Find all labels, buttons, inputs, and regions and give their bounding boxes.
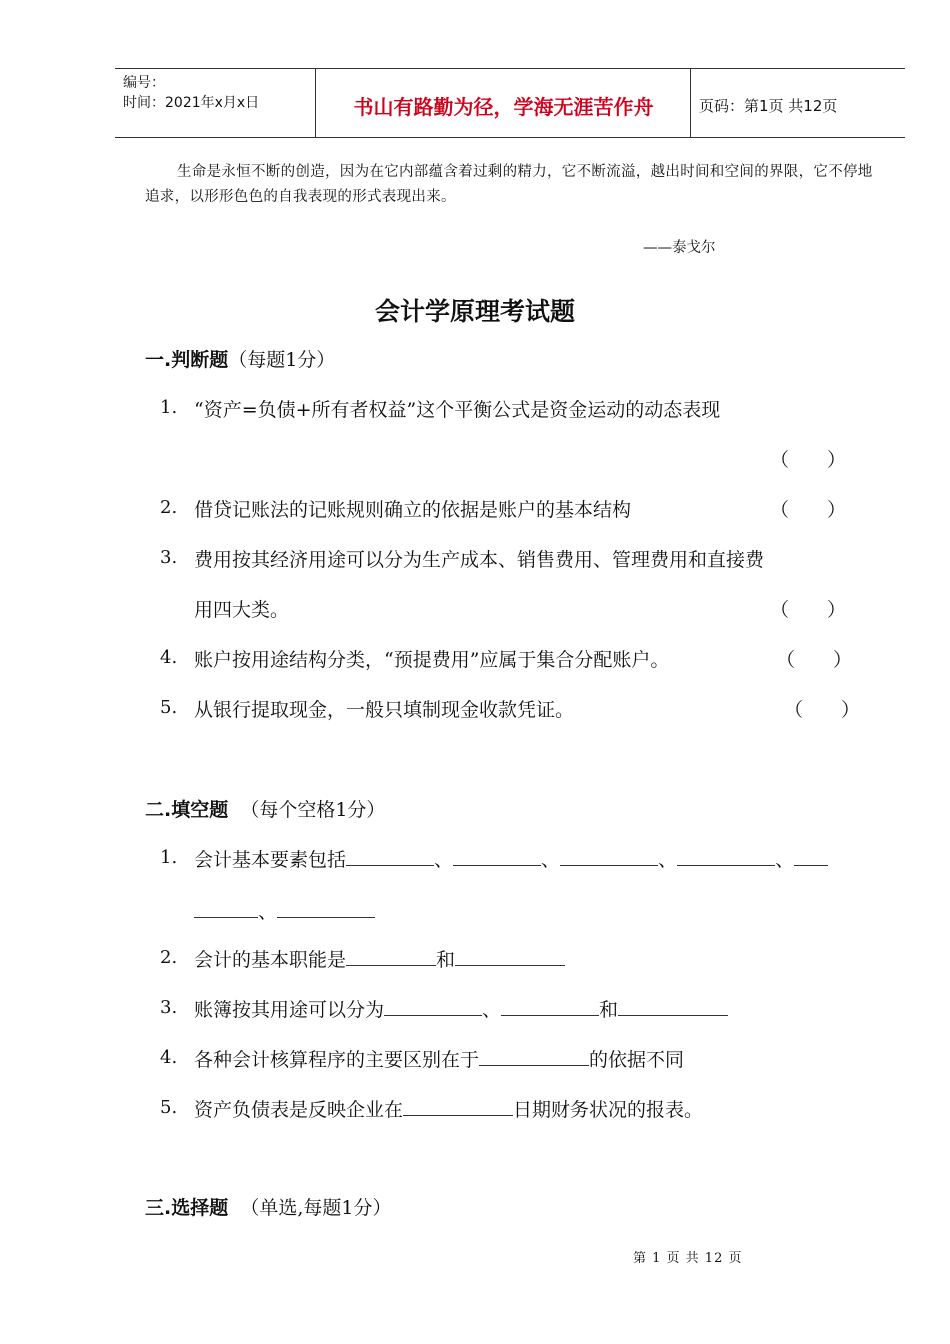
fill-question [194,995,728,1022]
fill-blank[interactable] [794,845,828,866]
section-heading [145,1193,391,1220]
fill-question [194,945,565,972]
blank-separator: 、 [434,849,454,871]
fill-blank[interactable] [618,995,728,1016]
quote-text: 生命是永恒不断的创造，因为在它内部蕴含着过剩的精力，它不断流溢，越出时间和空间的界限，它不停地追求，以形形色色的自我表现的形式表现出来。 [145,164,873,205]
page-footer: 第 1 页 共 12 页 [633,1251,743,1266]
section-note: （单选,每题1分） [240,1197,392,1219]
item-number: 2. [160,947,178,968]
fill-blank[interactable] [384,995,482,1016]
fill-question-continued [194,897,375,924]
header-page-info: 页码：第1页 共12页 [699,97,838,115]
item-number: 4. [160,647,178,668]
fill-question [194,845,828,872]
header-divider [315,69,316,137]
item-number: 1. [160,847,178,868]
item-number: 3. [160,547,178,568]
fill-question [194,1045,684,1072]
question-text: 各种会计核算程序的主要区别在于 [194,1049,480,1071]
fill-blank[interactable] [453,845,541,866]
fill-blank[interactable] [501,995,599,1016]
answer-parens: （ ） [770,449,847,471]
fill-blank[interactable] [194,897,258,918]
item-number: 5. [160,697,178,718]
page-header [115,68,905,138]
fill-blank[interactable] [677,845,775,866]
answer-parens: （ ） [776,649,853,671]
section-heading [145,345,335,372]
page-title: 会计学原理考试题 [374,297,575,326]
time-label: 时间：2021年x月x日 [123,95,260,111]
question-text: “资产=负债+所有者权益”这个平衡公式是资金运动的动态表现 [194,399,721,421]
header-motto: 书山有路勤为径，学海无涯苦作舟 [353,95,654,119]
item-number: 2. [160,497,178,518]
item-number: 4. [160,1047,178,1068]
header-divider [690,69,691,137]
fill-question [194,1095,703,1122]
question-tail: 日期财务状况的报表。 [513,1099,704,1121]
fill-blank[interactable] [479,1045,589,1066]
question-text: 账户按用途结构分类，“预提费用”应属于集合分配账户。 [194,649,670,671]
quote-author: ——泰戈尔 [643,240,716,256]
header-meta [123,73,259,113]
item-number: 3. [160,997,178,1018]
fill-blank[interactable] [346,845,434,866]
question-text: 从银行提取现金，一般只填制现金收款凭证。 [194,699,575,721]
section-title: 三.选择题 [145,1197,229,1219]
answer-parens: （ ） [770,599,847,621]
blank-separator: 、 [258,901,278,923]
question-text: 会计基本要素包括 [194,849,347,871]
number-label: 编号： [123,75,165,91]
blank-separator: 、 [658,849,678,871]
question-text: 账簿按其用途可以分为 [194,999,385,1021]
question-tail: 的依据不同 [589,1049,685,1071]
conjunction: 和 [599,999,619,1021]
section-title: 二.填空题 [145,799,229,821]
fill-blank[interactable] [403,1095,513,1116]
conjunction: 和 [436,949,456,971]
question-text: 会计的基本职能是 [194,949,347,971]
fill-blank[interactable] [455,945,565,966]
blank-separator: 、 [541,849,561,871]
answer-parens: （ ） [784,699,861,721]
question-text-continued: 用四大类。 [194,599,290,621]
question-text: 资产负债表是反映企业在 [194,1099,404,1121]
item-number: 5. [160,1097,178,1118]
fill-blank[interactable] [560,845,658,866]
section-heading [145,795,385,822]
section-note: （每个空格1分） [240,799,386,821]
question-text: 借贷记账法的记账规则确立的依据是账户的基本结构 [194,499,632,521]
answer-parens: （ ） [770,499,847,521]
question-text: 费用按其经济用途可以分为生产成本、销售费用、管理费用和直接费 [194,549,765,571]
section-title: 一.判断题 [145,349,229,371]
blank-separator: 、 [482,999,502,1021]
blank-separator: 、 [775,849,795,871]
item-number: 1. [160,397,178,418]
section-note: （每题1分） [228,349,336,371]
fill-blank[interactable] [346,945,436,966]
fill-blank[interactable] [277,897,375,918]
